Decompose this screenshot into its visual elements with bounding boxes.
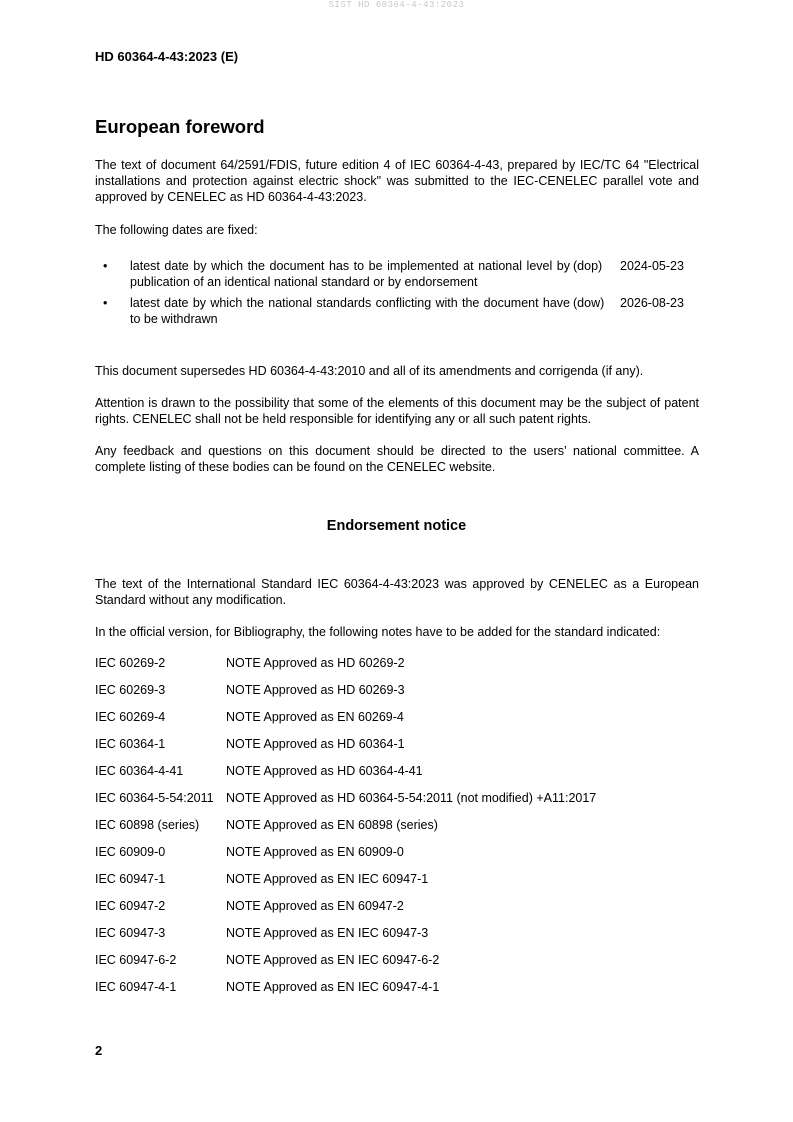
standard-ref: IEC 60364-1 (95, 737, 166, 751)
standard-ref: IEC 60898 (series) (95, 818, 200, 832)
table-row (95, 845, 705, 872)
standard-note: NOTE Approved as EN IEC 60947-4-1 (226, 980, 440, 994)
table-row (95, 980, 705, 1007)
european-foreword-title: European foreword (95, 116, 265, 137)
dop-date-description: latest date by which the document has to be implemented at national level by publication of an identical national standard or by endorsement (130, 259, 570, 289)
table-row (95, 791, 705, 818)
watermark: SIST HD 60364-4-43:2023 (328, 0, 465, 10)
table-row (95, 953, 705, 980)
supersedes-paragraph: This document supersedes HD 60364-4-43:2010 and all of its amendments and corrigenda (if any). (95, 364, 644, 378)
standard-note: NOTE Approved as EN 60269-4 (226, 710, 404, 724)
standard-note: NOTE Approved as HD 60364-4-41 (226, 764, 423, 778)
dop-date: 2024-05-23 (620, 259, 684, 273)
standard-ref: IEC 60364-4-41 (95, 764, 184, 778)
endorsement-notice-title: Endorsement notice (326, 518, 467, 534)
dates-intro-paragraph: The following dates are fixed: (95, 223, 258, 237)
bibliography-notes-table (95, 656, 705, 1007)
table-row (95, 710, 705, 737)
standard-ref: IEC 60364-5-54:2011 (95, 791, 214, 805)
standard-ref: IEC 60269-4 (95, 710, 166, 724)
patent-paragraph: Attention is drawn to the possibility that some of the elements of this document may be the subject of patent rights. CENELEC shall not be held responsible for identifying any or all such patent rights. (95, 396, 699, 426)
foreword-intro-paragraph: The text of document 64/2591/FDIS, future edition 4 of IEC 60364-4-43, prepared by IEC/TC 64 "Electrical installations and protection against electric shock" was submitted to the IEC-CENELEC parallel vote and approved by CENELEC as HD 60364-4-43:2023. (95, 158, 699, 204)
table-row (95, 899, 705, 926)
bullet-icon: • (103, 296, 108, 310)
standard-note: NOTE Approved as HD 60269-3 (226, 683, 405, 697)
table-row (95, 872, 705, 899)
standard-note: NOTE Approved as EN IEC 60947-3 (226, 926, 429, 940)
document-id: HD 60364-4-43:2023 (E) (95, 49, 239, 64)
feedback-paragraph: Any feedback and questions on this document should be directed to the users’ national committee. A complete listing of these bodies can be found on the CENELEC website. (95, 444, 699, 474)
table-row (95, 764, 705, 791)
endorsement-paragraph: The text of the International Standard IEC 60364-4-43:2023 was approved by CENELEC as a European Standard without any modification. (95, 577, 699, 607)
standard-ref: IEC 60269-3 (95, 683, 166, 697)
dow-date-description: latest date by which the national standards conflicting with the document have to be withdrawn (130, 296, 570, 326)
dop-code: (dop) (573, 259, 603, 273)
standard-note: NOTE Approved as EN IEC 60947-6-2 (226, 953, 440, 967)
standard-note: NOTE Approved as HD 60269-2 (226, 656, 405, 670)
standard-note: NOTE Approved as HD 60364-5-54:2011 (not modified) +A11:2017 (226, 791, 597, 805)
table-row (95, 926, 705, 953)
table-row (95, 683, 705, 710)
standard-note: NOTE Approved as EN 60947-2 (226, 899, 404, 913)
standard-ref: IEC 60947-1 (95, 872, 166, 886)
standard-ref: IEC 60947-2 (95, 899, 166, 913)
table-row (95, 737, 705, 764)
page-number: 2 (95, 1043, 103, 1058)
dow-date: 2026-08-23 (620, 296, 684, 310)
standard-ref: IEC 60947-6-2 (95, 953, 177, 967)
table-row (95, 656, 705, 683)
standard-note: NOTE Approved as HD 60364-1 (226, 737, 405, 751)
standard-note: NOTE Approved as EN 60909-0 (226, 845, 404, 859)
standard-ref: IEC 60909-0 (95, 845, 166, 859)
standard-ref: IEC 60947-3 (95, 926, 166, 940)
bibliography-intro-paragraph: In the official version, for Bibliography, the following notes have to be added for the standard indicated: (95, 625, 661, 639)
bullet-icon: • (103, 259, 108, 273)
standard-note: NOTE Approved as EN 60898 (series) (226, 818, 438, 832)
standard-ref: IEC 60947-4-1 (95, 980, 177, 994)
dow-code: (dow) (573, 296, 605, 310)
standard-note: NOTE Approved as EN IEC 60947-1 (226, 872, 429, 886)
standard-ref: IEC 60269-2 (95, 656, 166, 670)
table-row (95, 818, 705, 845)
